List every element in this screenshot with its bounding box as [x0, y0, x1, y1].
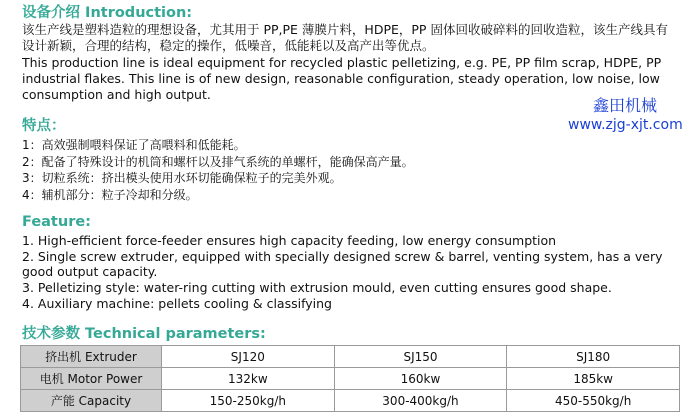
table-cell: 150-250kg/h [162, 390, 335, 412]
list-item: 3：切粒系统：挤出模头使用水环切能确保粒子的完美外观。 [22, 171, 342, 185]
row-label: 产能 Capacity [21, 390, 162, 412]
row-label: 电机 Motor Power [21, 368, 162, 390]
table-cell: 160kw [334, 368, 507, 390]
intro-en-line: This production line is ideal equipment for recycled plastic pelletizing, e.g. PE, PP film scrap, HDPE, PP [22, 55, 662, 70]
intro-en-text [22, 55, 661, 103]
features-cn-title: 特点： [22, 118, 66, 134]
tech-title: 技术参数 Technical parameters: [22, 326, 266, 342]
intro-cn-text [22, 22, 668, 54]
intro-title: 设备介绍 Introduction: [22, 5, 193, 21]
list-item: 3. Pelletizing style: water-ring cutting with extrusion mould, even cutting ensures good shape. [22, 280, 612, 296]
table-cell: SJ150 [334, 346, 507, 368]
table-cell: 300-400kg/h [334, 390, 507, 412]
table-cell: SJ120 [162, 346, 335, 368]
list-item: 1. High-efficient force-feeder ensures high capacity feeding, low energy consumption [22, 233, 557, 248]
intro-cn-line: 该生产线是塑料造粒的理想设备，尤其用于 PP,PE 薄膜片料，HDPE，PP 固体回收破碎料的回收造粒，该生产线具有 [22, 22, 668, 37]
table-row [21, 346, 680, 368]
table-cell: SJ180 [507, 346, 680, 368]
table-row [21, 390, 680, 412]
intro-cn-line: 设计新颖，合理的结构，稳定的操作，低噪音，低能耗以及高产出等优点。 [22, 38, 435, 53]
brand-name: 鑫田机械 [593, 96, 658, 115]
features-en-title: Feature: [22, 214, 91, 230]
list-item: 2：配备了特殊设计的机筒和螺杆以及排气系统的单螺杆，能确保高产量。 [22, 154, 414, 169]
list-item: 2. Single screw extruder, equipped with specially designed screw & barrel, venting system, has a very good output capacity. [22, 248, 663, 280]
features-cn-list [22, 137, 414, 203]
table-row [21, 368, 680, 390]
row-label: 挤出机 Extruder [21, 346, 162, 368]
tech-params-table [20, 345, 680, 412]
table-cell: 132kw [162, 368, 335, 390]
list-item: 1：高效强制喂料保证了高喂料和低能耗。 [22, 138, 246, 152]
table-cell: 185kw [507, 368, 680, 390]
brand-website-link[interactable]: www.zjg-xjt.com [568, 117, 683, 133]
intro-en-line: industrial flakes. This line is of new design, reasonable configuration, steady operation, low noise, low [22, 71, 660, 86]
list-item: 4：辅机部分：粒子冷却和分级。 [22, 187, 198, 202]
intro-en-line: consumption and high output. [22, 87, 211, 102]
list-item: 4. Auxiliary machine: pellets cooling & classifying [22, 295, 332, 311]
table-cell: 450-550kg/h [507, 390, 680, 412]
features-en-list [22, 233, 682, 312]
